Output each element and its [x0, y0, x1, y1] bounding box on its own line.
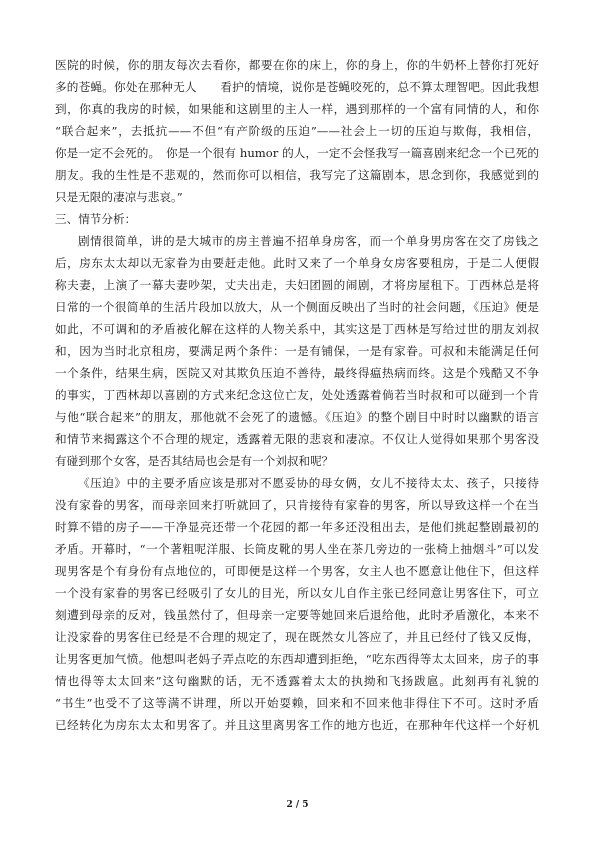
text-line: 矛盾。开幕时，“一个著粗呢洋服、长筒皮靴的男人坐在茶几旁边的一张椅上抽烟斗”可以发 — [55, 542, 539, 556]
text-line: 和情节来揭露这个不合理的规定，透露着无限的悲哀和凄凉。不仅让人觉得如果那个男客没 — [55, 432, 539, 446]
text-line: 与他“联合起来”的朋友，那他就不会死了的遗憾。《压迫》的整个剧目中时时以幽默的语言 — [55, 410, 539, 424]
text-line: 到，你真的我房的时候，如果能和这剧里的主人一样，遇到那样的一个富有同情的人，和你 — [55, 102, 539, 116]
text-line: 一个条件，结果生病，医院又对其欺负压迫不善待，最终得瘟热病而终。这是个残酷又不争 — [55, 366, 539, 380]
text-line: 如此，不可调和的矛盾被化解在这样的人物关系中，其实这是丁西林是写给过世的朋友刘叔 — [55, 322, 539, 336]
text-line: 现男客是个有身份有点地位的，可即便是这样一个男客，女主人也不愿意让他住下，但这样 — [55, 564, 539, 578]
page-number: 2 / 5 — [286, 800, 309, 810]
text-line: 朋友。我的生性是不悲观的，然而你可以相信，我写完了这篇剧本，思念到你，我感觉到的 — [55, 168, 539, 182]
text-line: 剧情很简单，讲的是大城市的房主普遍不招单身房客，而一个单身男房客在交了房钱之 — [78, 234, 539, 248]
text-line: 有碰到那个女客，是否其结局也会是有一个刘叔和呢？ — [55, 454, 334, 468]
section-heading: 三、情节分析： — [55, 212, 137, 226]
text-line: 多的苍蝇。你处在那种无人 看护的情境，说你是苍蝇咬死的，总不算太理智吧。因此我想 — [55, 80, 539, 94]
text-line: 一个没有家眷的男客已经吸引了女儿的目光，所以女儿自作主张已经同意让男客住下，可立 — [55, 586, 539, 600]
text-line: 后，房东太太却以无家眷为由要赶走他。此时又来了一个单身女房客要租房，于是二人便假 — [55, 256, 539, 270]
text-line: 和，因为当时北京租房，要满足两个条件：一是有铺保，一是有家眷。可叔和未能满足任何 — [55, 344, 539, 358]
text-line: 《压迫》中的主要矛盾应该是那对不愿妥协的母女俩，女儿不接待太太、孩子，只接待 — [78, 476, 539, 490]
text-line: 只是无限的凄凉与悲哀。” — [55, 190, 183, 204]
text-line: “联合起来”，去抵抗——不但“有产阶级的压迫”——社会上一切的压迫与欺侮，我相信， — [55, 124, 539, 138]
text-line: 时算不错的房子——干净显亮还带一个花园的都一年多还没租出去，是他们挑起整剧最初的 — [55, 520, 539, 534]
text-line: 情也得等太太回来”这句幽默的话，无不透露着太太的执拗和飞扬跋扈。此刻再有礼貌的 — [55, 674, 539, 688]
text-line: 已经转化为房东太太和男客了。并且这里离男客工作的地方也近，在那种年代这样一个好机 — [55, 718, 539, 732]
text-line: 刻遭到母亲的反对，钱虽然付了，但母亲一定要等她回来后退给他，此时矛盾激化，本来不 — [55, 608, 539, 622]
text-line: 的事实，丁西林却以喜剧的方式来纪念这位亡友，处处透露着倘若当时叔和可以碰到一个肯 — [55, 388, 539, 402]
text-line: 让男客更加气愤。他想叫老妈子弄点吃的东西却遭到拒绝，“吃东西得等太太回来，房子的事 — [55, 652, 539, 666]
text-line: 称夫妻，上演了一幕夫妻吵架，丈夫出走，夫妇团圆的闹剧，才将房屋租下。丁西林总是将 — [55, 278, 539, 292]
text-line: 让没家眷的男客住已经是不合理的规定了，现在既然女儿答应了，并且已经付了钱又反悔， — [55, 630, 539, 644]
document-body — [55, 54, 539, 736]
text-line: 医院的时候，你的朋友每次去看你，都要在你的床上，你的身上，你的牛奶杯上替你打死好 — [55, 58, 539, 72]
text-line: 日常的一个很简单的生活片段加以放大，从一个侧面反映出了当时的社会问题，《压迫》便是 — [55, 300, 539, 314]
text-line: 你是一定不会死的。 你是一个很有 humor 的人，一定不会怪我写一篇喜剧来纪念一个已死的 — [55, 146, 539, 160]
text-line: “书生”也受不了这等满不讲理，所以开始耍赖，回来和不回来他非得住下不可。这时矛盾 — [55, 696, 539, 710]
text-line: 没有家眷的男客，而母亲回来打听就回了，只肯接待有家眷的男客，所以导致这样一个在当 — [55, 498, 539, 512]
